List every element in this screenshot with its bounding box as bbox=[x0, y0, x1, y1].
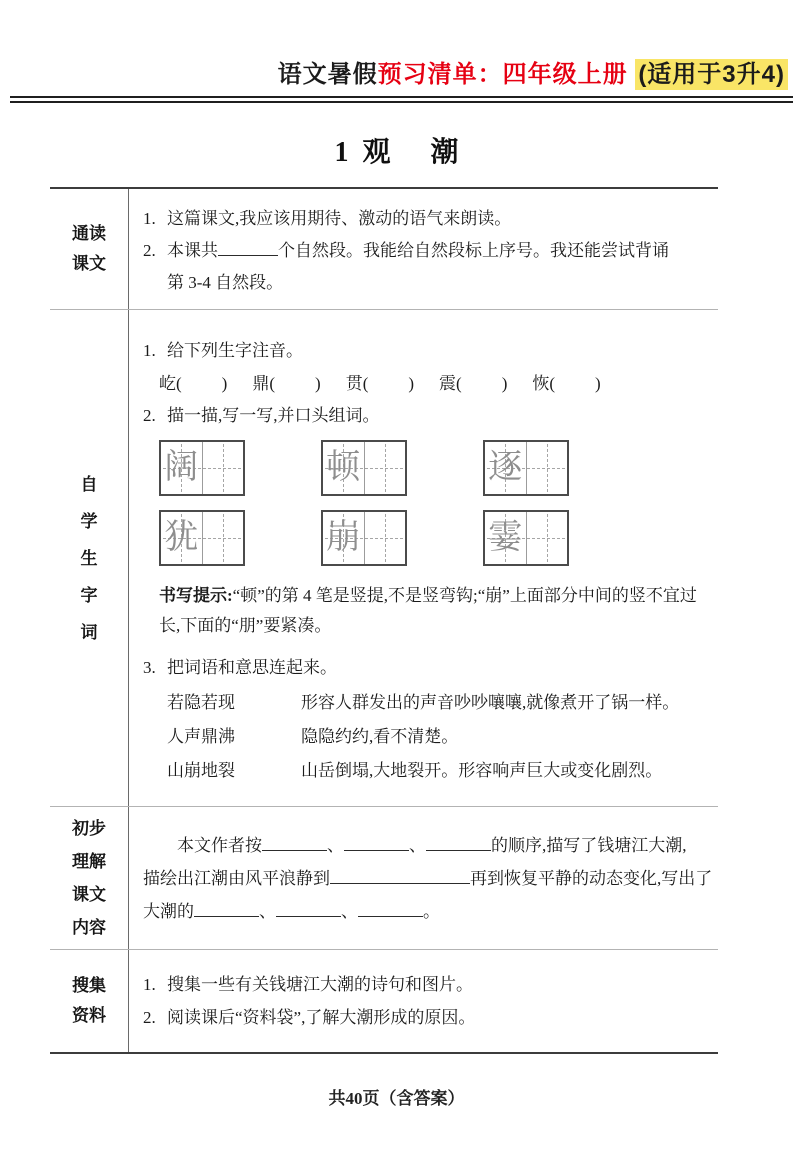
practice-character: 顿 bbox=[326, 449, 361, 486]
row-content-collect bbox=[129, 950, 718, 1052]
task-item bbox=[143, 652, 708, 684]
pinyin-unit bbox=[439, 368, 507, 400]
match-row bbox=[167, 686, 708, 720]
label-line: 生 bbox=[80, 548, 98, 568]
paragraph-text: 的顺序,描写了钱塘江大潮, bbox=[491, 835, 687, 855]
paren-close: ) bbox=[501, 374, 508, 393]
match-row bbox=[167, 754, 708, 788]
pinyin-unit bbox=[159, 368, 227, 400]
match-meaning: 山岳倒塌,大地裂开。形容响声巨大或变化剧烈。 bbox=[301, 761, 663, 780]
task-item bbox=[143, 400, 708, 432]
header-banner bbox=[0, 54, 793, 89]
fill-blank bbox=[358, 901, 423, 917]
pinyin-unit bbox=[532, 368, 600, 400]
label-line: 课文 bbox=[72, 885, 106, 904]
pinyin-character: 震 bbox=[439, 374, 457, 393]
row-content-comprehension bbox=[129, 807, 718, 949]
row-read-aloud bbox=[50, 189, 718, 309]
fill-blank bbox=[426, 835, 491, 851]
lesson-title-char-2: 潮 bbox=[430, 137, 459, 168]
paren-close: ) bbox=[221, 374, 228, 393]
enum-separator: 、 bbox=[409, 835, 426, 855]
item-number: 1. bbox=[143, 209, 156, 228]
item-text-segment: 个自然段。我能给自然段标上序号。我还能尝试背诵 bbox=[278, 241, 669, 260]
label-line: 字 bbox=[80, 585, 98, 605]
enum-separator: 、 bbox=[327, 835, 344, 855]
match-meaning: 隐隐约约,看不清楚。 bbox=[301, 727, 459, 746]
lesson-number: 1 bbox=[334, 137, 349, 168]
paren-close: ) bbox=[595, 374, 601, 393]
task-item bbox=[143, 1001, 708, 1034]
pinyin-unit bbox=[252, 368, 320, 400]
item-number: 1. bbox=[143, 975, 156, 994]
match-meaning: 形容人群发出的声音吵吵嚷嚷,就像煮开了锅一样。 bbox=[301, 693, 680, 712]
paren-open: ( bbox=[549, 374, 556, 393]
row-label-self-study bbox=[50, 310, 129, 806]
item-text: 描一描,写一写,并口头组词。 bbox=[167, 406, 380, 425]
paren-close: ) bbox=[315, 374, 321, 393]
pinyin-exercise bbox=[159, 368, 708, 400]
character-practice-grid bbox=[159, 510, 245, 566]
character-practice-grid bbox=[321, 510, 407, 566]
row-label-read bbox=[50, 189, 129, 309]
paren-open: ( bbox=[362, 374, 369, 393]
fill-blank bbox=[344, 835, 409, 851]
fill-blank bbox=[194, 901, 259, 917]
writing-tip bbox=[159, 581, 704, 641]
item-number: 2. bbox=[143, 406, 156, 425]
practice-character: 崩 bbox=[326, 519, 361, 556]
paragraph-line bbox=[143, 829, 708, 862]
enum-separator: 、 bbox=[259, 901, 276, 921]
character-practice-grid bbox=[321, 440, 407, 496]
row-content-self-study bbox=[129, 310, 718, 806]
practice-character: 犹 bbox=[164, 519, 199, 556]
task-item bbox=[143, 203, 678, 235]
writing-tip-text: “顿”的第 4 笔是竖提,不是竖弯钩;“崩”上面部分中间的竖不宜过长,下面的“朋”要紧凑。 bbox=[159, 586, 697, 635]
match-word: 若隐若现 bbox=[167, 693, 235, 712]
row-self-study-words bbox=[50, 309, 718, 806]
paragraph-text: 大潮的 bbox=[143, 901, 194, 921]
pinyin-character: 贯 bbox=[345, 374, 363, 393]
fill-blank bbox=[276, 901, 341, 917]
practice-character: 阔 bbox=[164, 449, 199, 486]
item-text: 这篇课文,我应该用期待、激动的语气来朗读。 bbox=[167, 209, 512, 228]
paren-close: ) bbox=[408, 374, 415, 393]
header-series-title: 语文暑假 bbox=[277, 61, 378, 88]
task-item bbox=[143, 235, 678, 299]
practice-grid-row bbox=[159, 510, 708, 566]
match-word: 人声鼎沸 bbox=[167, 727, 235, 746]
item-number: 3. bbox=[143, 658, 156, 677]
row-label-collect bbox=[50, 950, 129, 1052]
enum-separator: 、 bbox=[341, 901, 358, 921]
match-exercise bbox=[167, 686, 708, 788]
label-line: 资料 bbox=[72, 1006, 106, 1025]
practice-grid-row bbox=[159, 440, 708, 496]
header-subtitle-red: 预习清单：四年级上册 bbox=[377, 61, 628, 88]
paren-open: ( bbox=[456, 374, 462, 393]
item-text: 阅读课后“资料袋”,了解大潮形成的原因。 bbox=[167, 1008, 476, 1027]
item-text: 把词语和意思连起来。 bbox=[167, 658, 337, 677]
pinyin-unit bbox=[346, 368, 414, 400]
character-practice-grid bbox=[483, 510, 569, 566]
paragraph-text: 。 bbox=[423, 901, 440, 921]
label-line: 内容 bbox=[72, 918, 106, 937]
item-number: 2. bbox=[143, 241, 156, 260]
label-line: 理解 bbox=[72, 852, 106, 871]
lesson-title bbox=[0, 130, 793, 170]
paren-open: ( bbox=[176, 374, 182, 393]
paragraph-text: 再到恢复平静的动态变化,写出了 bbox=[470, 868, 713, 888]
double-rule bbox=[10, 96, 793, 103]
paragraph-line bbox=[143, 862, 713, 895]
match-word: 山崩地裂 bbox=[167, 761, 235, 780]
row-collect-materials bbox=[50, 949, 718, 1052]
pinyin-character: 恢 bbox=[532, 374, 550, 393]
item-text-segment: 本课共 bbox=[167, 241, 218, 260]
paragraph-text: 本文作者按 bbox=[177, 835, 262, 855]
item-text-line2: 第 3-4 自然段。 bbox=[167, 273, 284, 292]
row-content-read bbox=[129, 189, 718, 309]
label-line: 词 bbox=[80, 622, 98, 642]
task-item bbox=[143, 968, 708, 1001]
lesson-title-char-1: 观 bbox=[362, 137, 391, 168]
item-text: 给下列生字注音。 bbox=[167, 341, 303, 360]
page-footer: 共40页（含答案） bbox=[328, 1089, 465, 1108]
pinyin-character: 鼎 bbox=[252, 374, 270, 393]
row-label-comprehension bbox=[50, 807, 129, 949]
item-text bbox=[167, 235, 678, 299]
worksheet-page bbox=[0, 54, 793, 1176]
character-practice-grid bbox=[483, 440, 569, 496]
practice-character: 霎 bbox=[488, 519, 523, 556]
row-comprehension bbox=[50, 806, 718, 949]
label-line: 通读 bbox=[72, 224, 106, 243]
pinyin-character: 屹 bbox=[159, 374, 176, 393]
label-line: 学 bbox=[80, 511, 98, 531]
task-item bbox=[143, 335, 708, 367]
practice-character: 逐 bbox=[488, 449, 523, 486]
match-row bbox=[167, 720, 708, 754]
item-number: 1. bbox=[143, 341, 156, 360]
label-line: 初步 bbox=[72, 819, 106, 838]
writing-tip-label: 书写提示: bbox=[159, 586, 233, 605]
label-line: 自 bbox=[80, 474, 98, 494]
preview-task-table bbox=[50, 187, 718, 1054]
item-number: 2. bbox=[143, 1008, 156, 1027]
label-line: 课文 bbox=[72, 254, 106, 273]
fill-blank bbox=[262, 835, 327, 851]
paren-open: ( bbox=[269, 374, 276, 393]
header-grade-badge: (适用于3升4) bbox=[635, 59, 788, 90]
character-practice-grid bbox=[159, 440, 245, 496]
fill-blank bbox=[330, 868, 470, 884]
fill-blank bbox=[218, 240, 278, 256]
paragraph-text: 描绘出江潮由风平浪静到 bbox=[143, 868, 330, 888]
label-line: 搜集 bbox=[72, 976, 106, 995]
paragraph-line bbox=[143, 895, 708, 928]
practice-grid-section bbox=[159, 440, 708, 566]
item-text: 搜集一些有关钱塘江大潮的诗句和图片。 bbox=[167, 975, 473, 994]
